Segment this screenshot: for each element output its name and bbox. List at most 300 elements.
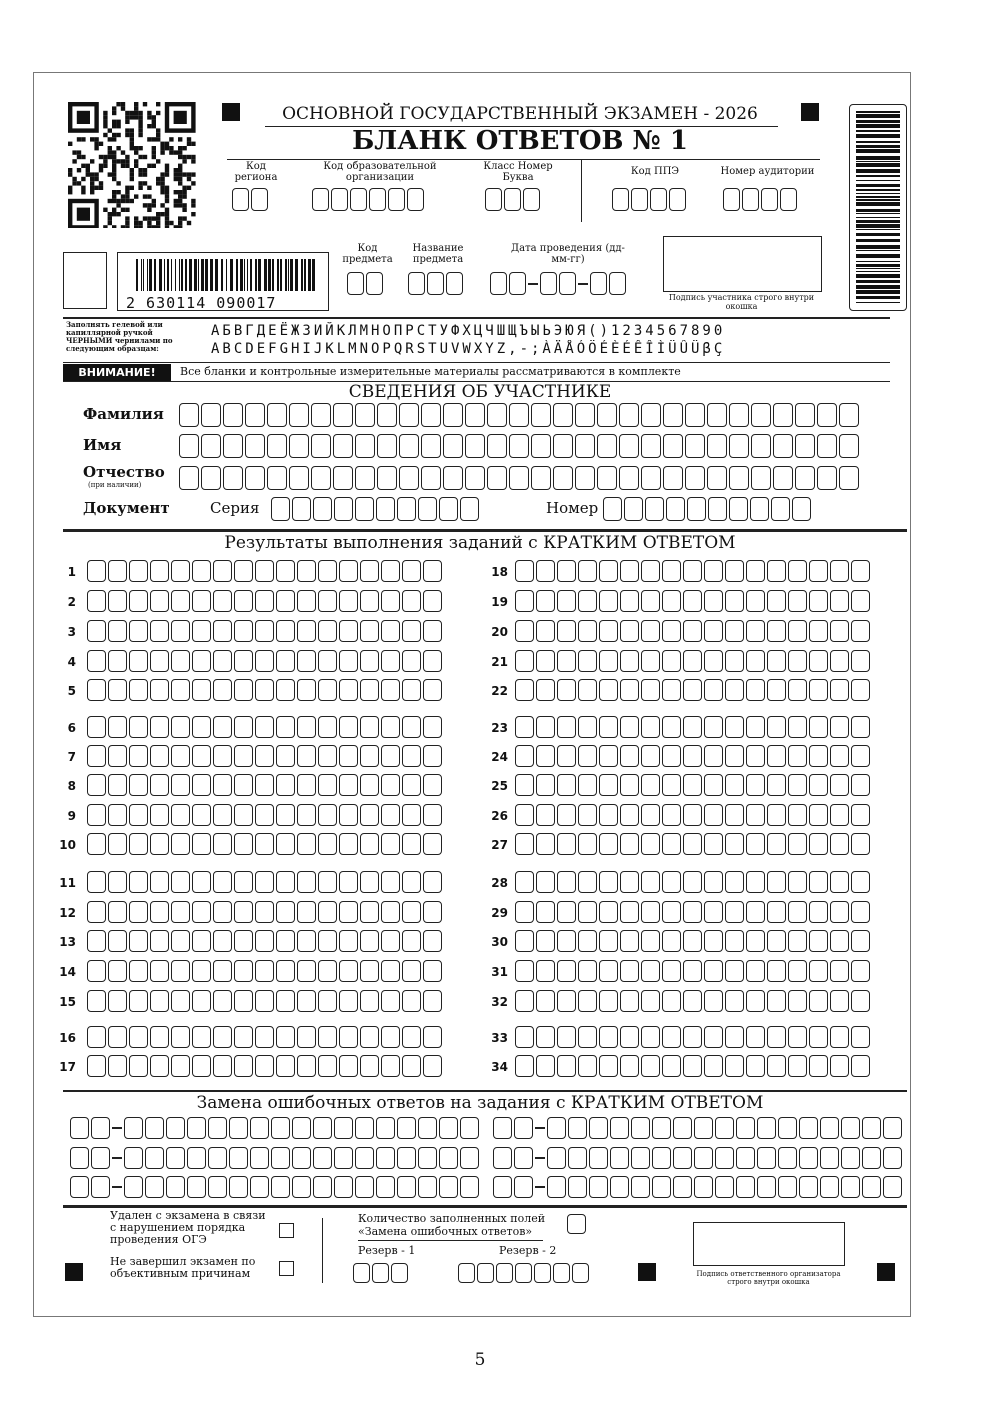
input-cell[interactable] [515, 901, 534, 923]
input-cell[interactable] [788, 590, 807, 612]
input-cell[interactable] [192, 871, 211, 893]
input-cell[interactable] [313, 1176, 332, 1198]
input-cell[interactable] [423, 1026, 442, 1048]
input-cell[interactable] [773, 434, 793, 458]
input-cell[interactable] [377, 466, 397, 490]
input-cell[interactable] [620, 990, 639, 1012]
input-cell[interactable] [402, 930, 421, 952]
input-cell[interactable] [725, 960, 744, 982]
input-cell[interactable] [87, 930, 106, 952]
input-cell[interactable] [509, 403, 529, 427]
input-cell[interactable] [673, 1147, 692, 1169]
input-cell[interactable] [150, 804, 169, 826]
input-cell[interactable] [662, 1026, 681, 1048]
answer-row[interactable] [87, 1026, 444, 1048]
input-cell[interactable] [809, 1026, 828, 1048]
input-cell[interactable] [620, 901, 639, 923]
input-cell[interactable] [662, 590, 681, 612]
input-cell[interactable] [318, 960, 337, 982]
input-cell[interactable] [397, 1117, 416, 1139]
input-cell[interactable] [402, 871, 421, 893]
input-cell[interactable] [575, 434, 595, 458]
input-cell[interactable] [788, 560, 807, 582]
input-cell[interactable] [311, 434, 331, 458]
input-cell[interactable] [292, 1147, 311, 1169]
input-cell[interactable] [171, 745, 190, 767]
input-cell[interactable] [108, 990, 127, 1012]
input-cell[interactable] [599, 679, 618, 701]
input-cell[interactable] [402, 1026, 421, 1048]
input-cell[interactable] [339, 871, 358, 893]
input-cell[interactable] [381, 650, 400, 672]
input-cell[interactable] [683, 960, 702, 982]
input-cell[interactable] [397, 1176, 416, 1198]
input-cell[interactable] [830, 620, 849, 642]
input-cell[interactable] [381, 804, 400, 826]
input-cell[interactable] [192, 774, 211, 796]
input-cell[interactable] [381, 620, 400, 642]
input-cell[interactable] [192, 930, 211, 952]
input-cell[interactable] [192, 745, 211, 767]
input-cell[interactable] [515, 650, 534, 672]
input-cell[interactable] [399, 434, 419, 458]
input-cell[interactable] [360, 716, 379, 738]
input-cell[interactable] [234, 871, 253, 893]
input-cell[interactable] [376, 1147, 395, 1169]
input-cell[interactable] [381, 960, 400, 982]
answer-row[interactable] [515, 833, 872, 855]
input-cell[interactable] [851, 871, 870, 893]
input-cell[interactable] [862, 1147, 881, 1169]
input-cell[interactable] [603, 497, 622, 521]
input-cell[interactable] [683, 871, 702, 893]
input-cell[interactable] [599, 560, 618, 582]
input-cell[interactable] [795, 403, 815, 427]
input-cell[interactable] [229, 1176, 248, 1198]
input-cell[interactable] [245, 403, 265, 427]
input-cell[interactable] [171, 930, 190, 952]
input-cell[interactable] [515, 930, 534, 952]
input-cell[interactable] [767, 871, 786, 893]
input-cell[interactable] [108, 620, 127, 642]
input-cell[interactable] [213, 1055, 232, 1077]
input-cell[interactable] [150, 716, 169, 738]
input-cell[interactable] [767, 1055, 786, 1077]
input-cell[interactable] [809, 679, 828, 701]
input-cell[interactable] [751, 434, 771, 458]
input-cell[interactable] [311, 403, 331, 427]
input-cell[interactable] [201, 403, 221, 427]
input-cell[interactable] [673, 1176, 692, 1198]
input-cell[interactable] [297, 679, 316, 701]
input-cell[interactable] [234, 960, 253, 982]
input-cell[interactable] [662, 745, 681, 767]
answer-row[interactable] [87, 590, 444, 612]
input-cell[interactable] [318, 871, 337, 893]
input-cell[interactable] [536, 745, 555, 767]
input-cell[interactable] [377, 434, 397, 458]
input-cell[interactable] [514, 1117, 533, 1139]
input-cell[interactable] [663, 434, 683, 458]
input-cell[interactable] [830, 745, 849, 767]
input-cell[interactable] [418, 497, 437, 521]
input-cell[interactable] [788, 833, 807, 855]
input-cell[interactable] [150, 1055, 169, 1077]
input-cell[interactable] [619, 434, 639, 458]
input-cell[interactable] [234, 650, 253, 672]
input-cell[interactable] [255, 930, 274, 952]
input-cell[interactable] [666, 497, 685, 521]
input-cell[interactable] [318, 590, 337, 612]
input-cell[interactable] [334, 1117, 353, 1139]
input-cell[interactable] [402, 620, 421, 642]
input-cell[interactable] [276, 930, 295, 952]
input-cell[interactable] [234, 620, 253, 642]
input-cell[interactable] [547, 1147, 566, 1169]
input-cell[interactable] [360, 679, 379, 701]
input-cell[interactable] [851, 1055, 870, 1077]
room-cells[interactable] [723, 188, 799, 211]
input-cell[interactable] [620, 620, 639, 642]
input-cell[interactable] [641, 901, 660, 923]
input-cell[interactable] [557, 833, 576, 855]
input-cell[interactable] [746, 1026, 765, 1048]
input-cell[interactable] [271, 1117, 290, 1139]
answer-row[interactable] [515, 620, 872, 642]
input-cell[interactable] [124, 1176, 143, 1198]
input-cell[interactable] [788, 774, 807, 796]
input-cell[interactable] [318, 833, 337, 855]
input-cell[interactable] [465, 434, 485, 458]
input-cell[interactable] [578, 804, 597, 826]
input-cell[interactable] [271, 1147, 290, 1169]
input-cell[interactable] [599, 1055, 618, 1077]
input-cell[interactable] [620, 960, 639, 982]
input-cell[interactable] [318, 930, 337, 952]
input-cell[interactable] [778, 1176, 797, 1198]
input-cell[interactable] [297, 1055, 316, 1077]
input-cell[interactable] [619, 466, 639, 490]
input-cell[interactable] [725, 620, 744, 642]
input-cell[interactable] [817, 434, 837, 458]
input-cell[interactable] [276, 716, 295, 738]
input-cell[interactable] [423, 679, 442, 701]
input-cell[interactable] [620, 930, 639, 952]
input-cell[interactable] [493, 1176, 512, 1198]
input-cell[interactable] [830, 716, 849, 738]
input-cell[interactable] [704, 620, 723, 642]
input-cell[interactable] [641, 1026, 660, 1048]
input-cell[interactable] [108, 1055, 127, 1077]
input-cell[interactable] [276, 1055, 295, 1077]
input-cell[interactable] [360, 930, 379, 952]
input-cell[interactable] [746, 804, 765, 826]
input-cell[interactable] [465, 403, 485, 427]
input-cell[interactable] [589, 1117, 608, 1139]
input-cell[interactable] [289, 466, 309, 490]
input-cell[interactable] [683, 930, 702, 952]
answer-row[interactable] [515, 1026, 872, 1048]
input-cell[interactable] [129, 1055, 148, 1077]
input-cell[interactable] [339, 650, 358, 672]
input-cell[interactable] [150, 679, 169, 701]
input-cell[interactable] [683, 990, 702, 1012]
input-cell[interactable] [746, 833, 765, 855]
input-cell[interactable] [578, 871, 597, 893]
input-cell[interactable] [851, 1026, 870, 1048]
input-cell[interactable] [87, 590, 106, 612]
input-cell[interactable] [830, 1055, 849, 1077]
input-cell[interactable] [685, 466, 705, 490]
input-cell[interactable] [421, 466, 441, 490]
series-cells[interactable] [271, 497, 481, 521]
input-cell[interactable] [381, 590, 400, 612]
input-cell[interactable] [683, 650, 702, 672]
input-cell[interactable] [746, 990, 765, 1012]
input-cell[interactable] [339, 774, 358, 796]
input-cell[interactable] [129, 833, 148, 855]
input-cell[interactable] [108, 1026, 127, 1048]
input-cell[interactable] [313, 1117, 332, 1139]
input-cell[interactable] [150, 901, 169, 923]
input-cell[interactable] [250, 1176, 269, 1198]
input-cell[interactable] [725, 560, 744, 582]
input-cell[interactable] [704, 1055, 723, 1077]
input-cell[interactable] [171, 990, 190, 1012]
input-cell[interactable] [557, 560, 576, 582]
input-cell[interactable] [192, 716, 211, 738]
input-cell[interactable] [213, 871, 232, 893]
input-cell[interactable] [145, 1117, 164, 1139]
input-cell[interactable] [620, 650, 639, 672]
input-cell[interactable] [460, 497, 479, 521]
input-cell[interactable] [292, 1117, 311, 1139]
input-cell[interactable] [145, 1176, 164, 1198]
input-cell[interactable] [851, 560, 870, 582]
input-cell[interactable] [234, 560, 253, 582]
input-cell[interactable] [297, 774, 316, 796]
input-cell[interactable] [339, 590, 358, 612]
input-cell[interactable] [355, 403, 375, 427]
input-cell[interactable] [515, 590, 534, 612]
input-cell[interactable] [318, 679, 337, 701]
input-cell[interactable] [641, 1055, 660, 1077]
input-cell[interactable] [830, 679, 849, 701]
input-cell[interactable] [213, 804, 232, 826]
input-cell[interactable] [360, 590, 379, 612]
input-cell[interactable] [575, 403, 595, 427]
input-cell[interactable] [725, 774, 744, 796]
input-cell[interactable] [234, 745, 253, 767]
name-cells[interactable] [179, 434, 861, 458]
input-cell[interactable] [736, 1147, 755, 1169]
input-cell[interactable] [171, 716, 190, 738]
input-cell[interactable] [536, 716, 555, 738]
input-cell[interactable] [704, 990, 723, 1012]
input-cell[interactable] [255, 833, 274, 855]
input-cell[interactable] [809, 1055, 828, 1077]
input-cell[interactable] [620, 871, 639, 893]
input-cell[interactable] [318, 560, 337, 582]
input-cell[interactable] [297, 716, 316, 738]
input-cell[interactable] [641, 960, 660, 982]
input-cell[interactable] [297, 901, 316, 923]
input-cell[interactable] [771, 497, 790, 521]
input-cell[interactable] [599, 1026, 618, 1048]
input-cell[interactable] [610, 1176, 629, 1198]
input-cell[interactable] [704, 833, 723, 855]
class-cells[interactable] [485, 188, 542, 211]
input-cell[interactable] [578, 1055, 597, 1077]
input-cell[interactable] [129, 1026, 148, 1048]
input-cell[interactable] [557, 960, 576, 982]
input-cell[interactable] [767, 960, 786, 982]
input-cell[interactable] [830, 930, 849, 952]
input-cell[interactable] [704, 1026, 723, 1048]
input-cell[interactable] [87, 901, 106, 923]
input-cell[interactable] [360, 774, 379, 796]
input-cell[interactable] [192, 804, 211, 826]
input-cell[interactable] [250, 1117, 269, 1139]
input-cell[interactable] [150, 774, 169, 796]
input-cell[interactable] [704, 804, 723, 826]
input-cell[interactable] [381, 833, 400, 855]
input-cell[interactable] [767, 679, 786, 701]
input-cell[interactable] [536, 833, 555, 855]
input-cell[interactable] [297, 1026, 316, 1048]
input-cell[interactable] [129, 745, 148, 767]
input-cell[interactable] [201, 434, 221, 458]
input-cell[interactable] [360, 901, 379, 923]
input-cell[interactable] [820, 1117, 839, 1139]
input-cell[interactable] [91, 1147, 110, 1169]
input-cell[interactable] [830, 590, 849, 612]
input-cell[interactable] [129, 804, 148, 826]
input-cell[interactable] [599, 833, 618, 855]
input-cell[interactable] [381, 774, 400, 796]
input-cell[interactable] [360, 560, 379, 582]
input-cell[interactable] [87, 650, 106, 672]
input-cell[interactable] [809, 833, 828, 855]
input-cell[interactable] [192, 1026, 211, 1048]
input-cell[interactable] [809, 560, 828, 582]
input-cell[interactable] [439, 1176, 458, 1198]
input-cell[interactable] [108, 804, 127, 826]
input-cell[interactable] [234, 901, 253, 923]
answer-row[interactable] [87, 650, 444, 672]
input-cell[interactable] [339, 560, 358, 582]
input-cell[interactable] [297, 833, 316, 855]
input-cell[interactable] [809, 871, 828, 893]
input-cell[interactable] [809, 650, 828, 672]
input-cell[interactable] [515, 960, 534, 982]
input-cell[interactable] [339, 833, 358, 855]
input-cell[interactable] [234, 804, 253, 826]
input-cell[interactable] [624, 497, 643, 521]
answer-row[interactable] [515, 774, 872, 796]
input-cell[interactable] [767, 901, 786, 923]
input-cell[interactable] [599, 930, 618, 952]
input-cell[interactable] [707, 466, 727, 490]
input-cell[interactable] [767, 560, 786, 582]
input-cell[interactable] [87, 560, 106, 582]
input-cell[interactable] [557, 804, 576, 826]
input-cell[interactable] [355, 1147, 374, 1169]
input-cell[interactable] [150, 930, 169, 952]
input-cell[interactable] [662, 620, 681, 642]
input-cell[interactable] [292, 1176, 311, 1198]
input-cell[interactable] [333, 466, 353, 490]
input-cell[interactable] [493, 1147, 512, 1169]
input-cell[interactable] [150, 871, 169, 893]
input-cell[interactable] [553, 466, 573, 490]
input-cell[interactable] [704, 871, 723, 893]
input-cell[interactable] [515, 833, 534, 855]
input-cell[interactable] [187, 1147, 206, 1169]
input-cell[interactable] [297, 590, 316, 612]
input-cell[interactable] [788, 1026, 807, 1048]
input-cell[interactable] [662, 930, 681, 952]
input-cell[interactable] [318, 774, 337, 796]
input-cell[interactable] [778, 1117, 797, 1139]
input-cell[interactable] [129, 960, 148, 982]
input-cell[interactable] [399, 403, 419, 427]
input-cell[interactable] [641, 716, 660, 738]
input-cell[interactable] [150, 560, 169, 582]
input-cell[interactable] [318, 1026, 337, 1048]
input-cell[interactable] [536, 990, 555, 1012]
subject-name-cells[interactable] [408, 272, 465, 295]
answer-row[interactable] [515, 650, 872, 672]
input-cell[interactable] [725, 990, 744, 1012]
input-cell[interactable] [788, 960, 807, 982]
input-cell[interactable] [641, 804, 660, 826]
input-cell[interactable] [750, 497, 769, 521]
input-cell[interactable] [192, 833, 211, 855]
number-cells[interactable] [603, 497, 813, 521]
input-cell[interactable] [171, 679, 190, 701]
input-cell[interactable] [631, 1176, 650, 1198]
input-cell[interactable] [578, 774, 597, 796]
input-cell[interactable] [443, 403, 463, 427]
input-cell[interactable] [683, 1055, 702, 1077]
input-cell[interactable] [339, 1026, 358, 1048]
input-cell[interactable] [767, 833, 786, 855]
input-cell[interactable] [568, 1176, 587, 1198]
input-cell[interactable] [851, 960, 870, 982]
input-cell[interactable] [851, 930, 870, 952]
input-cell[interactable] [318, 804, 337, 826]
input-cell[interactable] [536, 560, 555, 582]
reserve2-cells[interactable] [458, 1263, 591, 1283]
input-cell[interactable] [402, 990, 421, 1012]
input-cell[interactable] [318, 620, 337, 642]
input-cell[interactable] [192, 901, 211, 923]
input-cell[interactable] [809, 960, 828, 982]
input-cell[interactable] [830, 960, 849, 982]
input-cell[interactable] [631, 1117, 650, 1139]
input-cell[interactable] [839, 466, 859, 490]
input-cell[interactable] [662, 804, 681, 826]
input-cell[interactable] [641, 620, 660, 642]
input-cell[interactable] [830, 774, 849, 796]
input-cell[interactable] [423, 990, 442, 1012]
input-cell[interactable] [376, 497, 395, 521]
input-cell[interactable] [397, 497, 416, 521]
input-cell[interactable] [736, 1117, 755, 1139]
input-cell[interactable] [171, 1026, 190, 1048]
input-cell[interactable] [108, 679, 127, 701]
